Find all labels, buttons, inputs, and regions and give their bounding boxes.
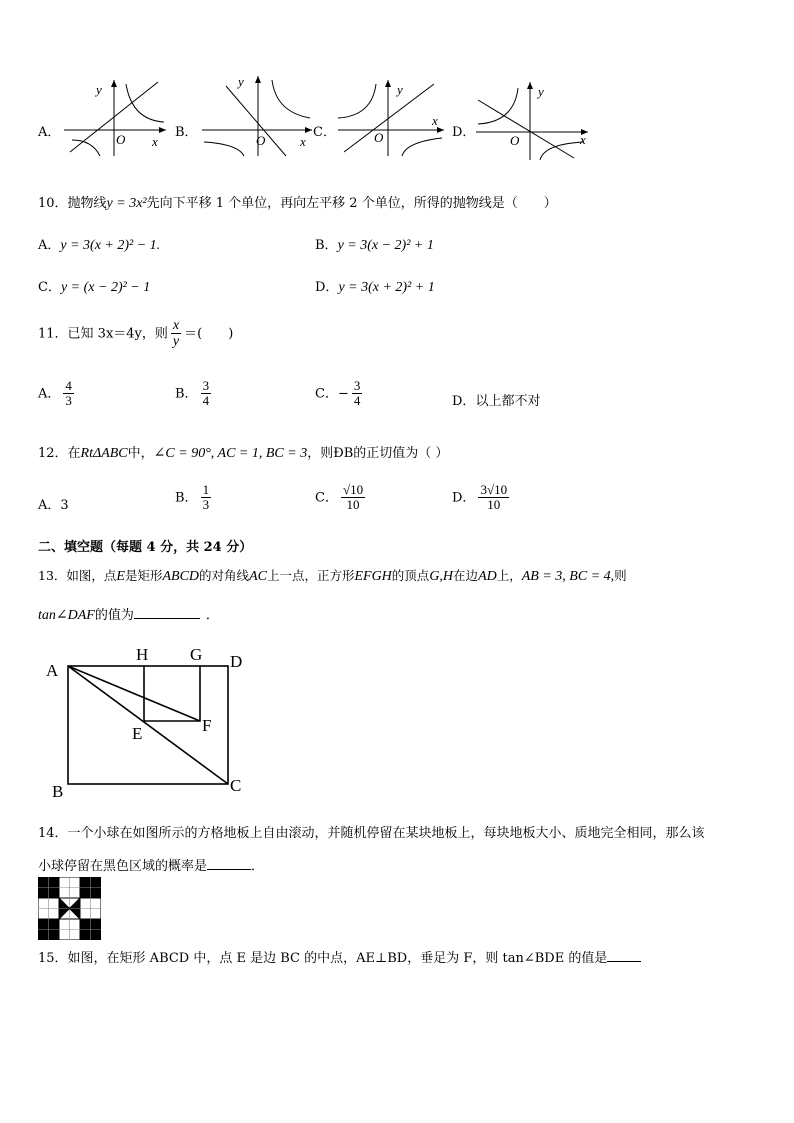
q14-stem-line2 xyxy=(38,855,264,874)
axis-x-d: x xyxy=(580,132,586,147)
q13-expr: tan∠DAF xyxy=(38,608,95,623)
q13-stem-line2 xyxy=(38,604,219,624)
origin-b: O xyxy=(256,133,266,148)
label-e: E xyxy=(132,724,143,743)
label-c: C xyxy=(230,776,242,795)
q10-d-value: y = 3(x + 2)² + 1 xyxy=(338,280,435,295)
q12-condition: ∠C = 90°, AC = 1, BC = 3 xyxy=(153,446,308,461)
q12-stem-pre: 12．在 xyxy=(38,446,81,461)
q11-option-b[interactable] xyxy=(175,379,214,409)
axis-x-c: x xyxy=(432,113,438,128)
q13-ac: AC xyxy=(249,569,267,584)
q13-period: ． xyxy=(205,608,219,623)
q10-d-label: D． xyxy=(315,280,339,295)
q13-mid6: 上， xyxy=(496,568,522,583)
q10-option-c[interactable] xyxy=(38,276,150,296)
origin-c: O xyxy=(374,130,384,145)
q11-c-num: 3 xyxy=(353,378,361,393)
option-a-label: A． xyxy=(38,125,61,140)
q11-b-label: B． xyxy=(175,386,198,402)
graph-b xyxy=(200,72,316,158)
q13-gh: G,H xyxy=(429,569,454,584)
q14-answer-blank[interactable] xyxy=(207,869,251,870)
graph-c xyxy=(336,76,448,158)
q12-c-label: C． xyxy=(315,490,338,506)
origin-d: O xyxy=(510,133,520,148)
q12-stem xyxy=(38,442,448,462)
q13-post: 的值为 xyxy=(94,608,134,623)
section-title: 二、填空题（每题 4 分，共 24 分） xyxy=(38,540,253,555)
q11-d-label: D． xyxy=(452,394,476,409)
q13-mid2: 的对角线 xyxy=(199,568,250,583)
q13-figure xyxy=(40,640,270,800)
q11-c-den: 4 xyxy=(353,393,361,409)
q12-a-label: A． xyxy=(38,498,61,513)
q11-a-num: 4 xyxy=(65,378,72,393)
q10-a-label: A． xyxy=(38,238,61,253)
q12-a-value: 3 xyxy=(60,498,69,513)
axis-y-d: y xyxy=(538,84,544,99)
origin-a: O xyxy=(116,132,126,147)
axis-y-b: y xyxy=(238,74,244,89)
q12-stem-mid: 中， xyxy=(127,446,154,461)
q10-formula: y = 3x² xyxy=(106,196,147,211)
q13-mid3: 上一点，正方形 xyxy=(266,568,355,583)
q11-option-a[interactable] xyxy=(38,379,77,409)
q11-b-num: 3 xyxy=(202,378,210,393)
label-b: B xyxy=(52,782,64,800)
q11-a-label: A． xyxy=(38,386,61,402)
q12-b-label: B． xyxy=(175,490,198,506)
axis-y-c: y xyxy=(397,82,403,97)
q11-d-value: 以上都不对 xyxy=(475,394,541,409)
q12-triangle: RtΔABC xyxy=(80,446,128,461)
label-d: D xyxy=(230,652,243,671)
q13-pre: 13．如图，点 xyxy=(38,568,117,583)
q10-b-label: B． xyxy=(315,238,338,253)
graph-d xyxy=(474,78,592,162)
q11-frac-den: y xyxy=(172,334,180,350)
q12-b-den: 3 xyxy=(202,497,210,513)
q11-c-label: C． xyxy=(315,386,338,402)
q13-mid5: 在边 xyxy=(453,568,479,583)
q13-ad: AD xyxy=(478,569,497,584)
q12-option-d[interactable] xyxy=(452,483,512,513)
q10-a-value: y = 3(x + 2)² − 1. xyxy=(60,238,161,253)
q11-b-den: 4 xyxy=(202,393,210,409)
q10-c-label: C． xyxy=(38,280,61,295)
option-c-label: C． xyxy=(313,125,336,140)
axis-y-a: y xyxy=(96,82,102,97)
q13-answer-blank[interactable] xyxy=(134,618,200,619)
q13-point-e: E xyxy=(116,569,125,584)
label-g: G xyxy=(190,645,203,664)
q12-d-label: D． xyxy=(452,490,476,506)
graph-a xyxy=(62,76,170,158)
q13-abcd: ABCD xyxy=(162,569,200,584)
label-h: H xyxy=(136,645,149,664)
q12-d-den: 10 xyxy=(487,497,501,513)
axis-x-b: x xyxy=(300,134,306,149)
q11-a-den: 3 xyxy=(65,393,72,409)
label-f: F xyxy=(202,716,212,735)
q12-option-c[interactable] xyxy=(315,483,368,513)
q14-tile-grid xyxy=(38,877,101,940)
q12-option-b[interactable] xyxy=(175,483,214,513)
q10-stem-post: 先向下平移 1 个单位，再向左平移 2 个单位，所得的抛物线是（ ） xyxy=(146,196,557,211)
q13-condition: AB = 3, BC = 4, xyxy=(521,569,615,584)
q11-stem xyxy=(38,318,233,350)
q14-period: ． xyxy=(251,859,265,874)
q12-c-num: √10 xyxy=(342,482,364,497)
option-b-label: B． xyxy=(175,125,198,140)
q15-stem xyxy=(38,947,641,966)
q12-d-num: 3√10 xyxy=(480,482,508,497)
q10-option-d[interactable] xyxy=(315,276,435,296)
q12-b-num: 1 xyxy=(202,482,210,497)
label-a: A xyxy=(46,661,59,680)
q11-c-sign: − xyxy=(337,386,349,402)
q15-answer-blank[interactable] xyxy=(607,961,641,962)
option-d-label: D． xyxy=(452,125,476,140)
q13-end: 则 xyxy=(614,568,627,583)
q11-frac-num: x xyxy=(172,318,180,333)
q15-text: 15．如图，在矩形 ABCD 中，点 E 是边 BC 的中点，AE⊥BD，垂足为 F，则 tan∠BDE 的值是 xyxy=(38,951,608,966)
q11-option-d[interactable] xyxy=(452,390,540,409)
q10-option-a[interactable] xyxy=(38,234,160,254)
q10-c-value: y = (x − 2)² − 1 xyxy=(60,280,151,295)
q11-option-c[interactable] xyxy=(315,379,365,409)
q10-option-b[interactable] xyxy=(315,234,434,254)
q10-stem xyxy=(38,192,557,212)
q13-mid: 是矩形 xyxy=(124,568,163,583)
q13-mid4: 的顶点 xyxy=(391,568,430,583)
q12-c-den: 10 xyxy=(346,497,360,513)
q12-stem-post: ，则ÐB的正切值为（ ） xyxy=(307,446,449,461)
q12-option-a[interactable] xyxy=(38,494,69,513)
q14-text: 小球停留在黑色区域的概率是 xyxy=(38,859,208,874)
q14-stem-line1: 14．一个小球在如图所示的方格地板上自由滚动，并随机停留在某块地板上，每块地板大小、质地完全相同，那么该 xyxy=(38,826,705,841)
q11-stem-post: ＝( ) xyxy=(184,326,234,342)
q10-b-value: y = 3(x − 2)² + 1 xyxy=(337,238,434,253)
q11-stem-pre: 11．已知 3x＝4y，则 xyxy=(38,326,168,342)
q13-efgh: EFGH xyxy=(354,569,392,584)
axis-x-a: x xyxy=(152,134,158,149)
q13-stem-line1 xyxy=(38,566,627,585)
q10-stem-pre: 10．抛物线 xyxy=(38,196,107,211)
